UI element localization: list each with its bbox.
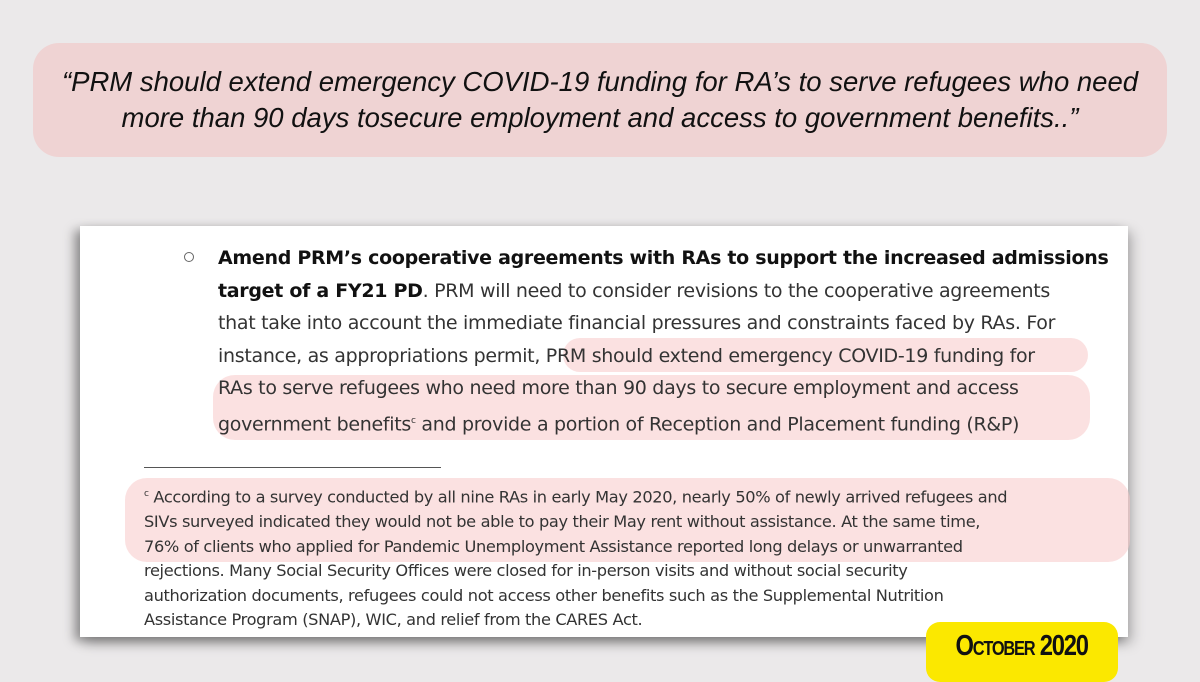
footnote-line: According to a survey conducted by all nine RAs in early May 2020, nearly 50% of newly arrived refugees and <box>148 487 1008 507</box>
recommendation-paragraph <box>218 242 1118 440</box>
footnote-ref: c <box>410 415 416 426</box>
footnote <box>144 482 1124 633</box>
footnote-line: Assistance Program (SNAP), WIC, and relief from the CARES Act. <box>144 610 643 630</box>
quote-banner <box>33 43 1167 157</box>
footnote-line: SIVs surveyed indicated they would not be able to pay their May rent without assistance. At the same time, <box>144 511 981 531</box>
text-line: RAs to serve refugees who need more than 90 days to secure employment and access <box>218 377 1019 399</box>
bold-heading-2: target of a FY21 PD <box>218 279 423 302</box>
document-excerpt <box>80 226 1128 637</box>
footnote-line: 76% of clients who applied for Pandemic Unemployment Assistance reported long delays or unwarranted <box>144 536 963 556</box>
bullet-icon <box>184 252 194 262</box>
text-line: that take into account the immediate financial pressures and constraints faced by RAs. For <box>218 312 1056 334</box>
bold-heading: Amend PRM’s cooperative agreements with RAs to support the increased admissions <box>218 247 1109 269</box>
text-line: government benefits <box>218 412 411 435</box>
footnote-divider <box>144 467 441 468</box>
footnote-line: authorization documents, refugees could not access other benefits such as the Supplemental Nutrition <box>144 585 944 605</box>
date-badge <box>926 622 1118 682</box>
text-line: and provide a portion of Reception and Placement funding (R&P) <box>415 412 1020 435</box>
date-text: October 2020 <box>955 630 1089 662</box>
text-line: . PRM will need to consider revisions to the cooperative agreements <box>422 279 1051 302</box>
text-line: instance, as appropriations permit, PRM should extend emergency COVID-19 funding for <box>218 344 1035 367</box>
quote-text: “PRM should extend emergency COVID-19 funding for RA’s to serve refugees who need more than 90 days tosecure employment and access to government benefits..” <box>61 66 1139 133</box>
footnote-marker: c <box>144 489 149 499</box>
footnote-line: rejections. Many Social Security Offices were closed for in-person visits and without social security <box>144 561 908 581</box>
